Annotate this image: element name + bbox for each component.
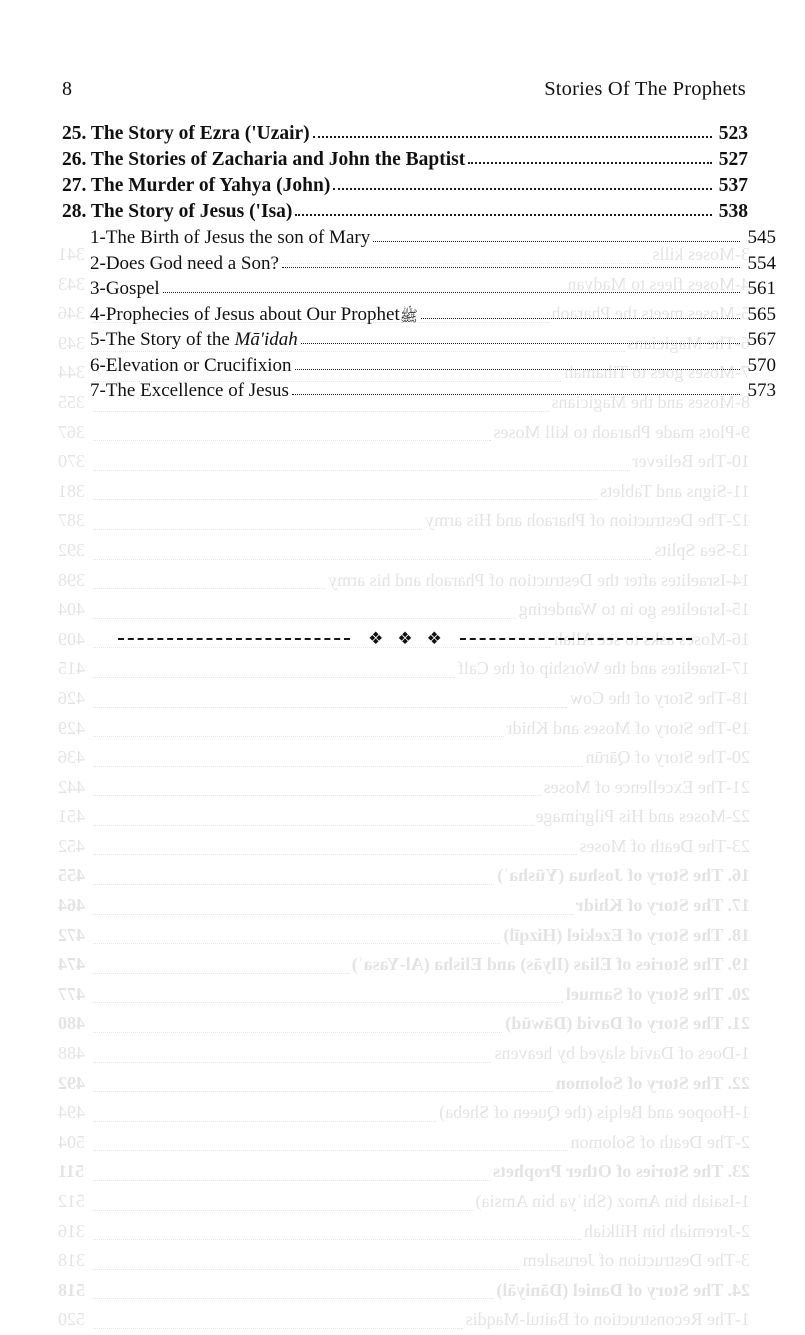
bleed-through-page-number: 455 xyxy=(58,865,85,886)
bleed-through-page-number: 415 xyxy=(58,658,85,679)
bleed-through-label: 15-Israelites go in to Wandering xyxy=(518,599,750,620)
toc-entry[interactable] xyxy=(62,228,776,247)
bleed-through-leader xyxy=(93,736,504,737)
bleed-through-page-number: 474 xyxy=(58,954,85,975)
bleed-through-label: 4-Moses flees to Madyan xyxy=(567,273,750,294)
bleed-through-leader xyxy=(93,884,494,885)
toc-page-number: 561 xyxy=(747,278,776,299)
toc-entry[interactable] xyxy=(62,254,776,273)
bleed-through-line xyxy=(58,418,750,448)
bleed-through-label: 17-Israelites and the Worship of the Calf xyxy=(457,658,750,679)
bleed-through-leader xyxy=(93,1298,493,1299)
bleed-through-label: 19. The Stories of Elias (Ilyās) and Elisha (Al-Yasaʿ) xyxy=(351,954,750,975)
bleed-through-line xyxy=(58,1157,750,1187)
running-title: Stories Of The Prophets xyxy=(544,78,746,100)
bleed-through-page-number: 472 xyxy=(58,924,85,945)
bleed-through-leader xyxy=(93,766,583,767)
bleed-through-line xyxy=(58,861,750,891)
toc-page-number: 538 xyxy=(718,201,748,222)
toc-entry-label: 27. The Murder of Yahya (John) xyxy=(62,175,331,196)
bleed-through-line xyxy=(58,1246,750,1276)
bleed-through-label: 1-Hoopoe and Belqis (the Queen of Sheba) xyxy=(439,1102,750,1123)
toc-page-number: 570 xyxy=(747,354,776,376)
bleed-through-leader xyxy=(93,1091,553,1092)
bleed-through-leader xyxy=(93,618,516,619)
bleed-through-line xyxy=(58,714,750,744)
bleed-through-page-number: 464 xyxy=(58,895,85,916)
bleed-through-label: 9-Plots made Pharaoh to kill Moses xyxy=(493,421,750,442)
bleed-through-leader xyxy=(93,1239,581,1240)
bleed-through-line xyxy=(58,921,750,951)
toc-page-number: 565 xyxy=(747,303,776,325)
bleed-through-leader xyxy=(93,588,325,589)
bleed-through-leader xyxy=(93,1328,463,1329)
toc-entry[interactable] xyxy=(62,381,776,400)
bleed-through-label: 3-The Destruction of Jerusalem xyxy=(522,1250,750,1271)
bleed-through-line xyxy=(58,506,750,536)
bleed-through-page-number: 343 xyxy=(58,273,85,294)
bleed-through-page-number: 442 xyxy=(58,776,85,797)
bleed-through-line xyxy=(58,980,750,1010)
toc-entry-label: 28. The Story of Jesus ('Isa) xyxy=(62,201,293,222)
toc-dot-leader xyxy=(282,267,740,268)
bleed-through-page-number: 477 xyxy=(58,983,85,1004)
salla-allahu-alayhi-wasallam-icon: ﷺ xyxy=(399,308,418,325)
bleed-through-page-number: 355 xyxy=(58,391,85,412)
toc-entry[interactable] xyxy=(62,305,776,324)
bleed-through-page-number: 346 xyxy=(58,303,85,324)
bleed-through-leader xyxy=(93,1150,568,1151)
bleed-through-label: 18. The Story of Ezekiel (Hizqīl) xyxy=(503,924,750,945)
bleed-through-label: 16. The Story of Joshua (Yūshaʿ) xyxy=(497,865,750,886)
bleed-through-line xyxy=(58,1305,750,1335)
bleed-through-line xyxy=(58,832,750,862)
bleed-through-label: 22. The Story of Solomon xyxy=(555,1072,750,1093)
toc-page-number: 527 xyxy=(718,149,748,170)
bleed-through-leader xyxy=(93,854,577,855)
page-header xyxy=(62,78,746,101)
toc-page-number: 567 xyxy=(747,329,776,350)
bleed-through-line xyxy=(58,1128,750,1158)
bleed-through-page-number: 341 xyxy=(58,244,85,264)
toc-entry[interactable] xyxy=(62,330,776,349)
bleed-through-line xyxy=(58,566,750,596)
bleed-through-label: 19-The Story of Moses and Khidr xyxy=(506,717,750,738)
bleed-through-label: 6-The Magicians xyxy=(627,332,750,353)
bleed-through-label: 23-The Death of Moses xyxy=(579,835,750,856)
bleed-through-leader xyxy=(93,973,349,974)
bleed-through-page-number: 488 xyxy=(58,1043,85,1064)
bleed-through-label: 12-The Destruction of Pharaoh and His army xyxy=(425,510,750,531)
ornament-divider xyxy=(62,630,748,647)
folio-number: 8 xyxy=(62,78,73,100)
bleed-through-page-number: 344 xyxy=(58,362,85,383)
bleed-through-page-number: 404 xyxy=(58,599,85,620)
toc-entry[interactable] xyxy=(62,279,776,298)
bleed-through-label: 20-The Story of Qārūn xyxy=(585,747,750,768)
bleed-through-label: 14-Israelites after the Destruction of Pharaoh and his army xyxy=(328,569,750,590)
bleed-through-label: 1-Isaiah bin Amoz (Shiʿya bin Amsia) xyxy=(475,1191,750,1211)
bleed-through-line xyxy=(58,536,750,566)
divider-rule-right xyxy=(460,638,692,640)
bleed-through-label: 7-Moses goes to Tihamah xyxy=(564,362,750,383)
toc-page-number: 523 xyxy=(718,123,748,144)
toc-dot-leader xyxy=(295,214,712,216)
bleed-through-label: 18-The Story of the Cow xyxy=(570,687,750,708)
bleed-through-label: 20. The Story of Samuel xyxy=(565,983,750,1004)
bleed-through-page-number: 518 xyxy=(58,1279,85,1300)
bleed-through-line xyxy=(58,1098,750,1128)
bleed-through-label: 2-The Death of Solomon xyxy=(570,1131,750,1152)
toc-page-number: 537 xyxy=(718,175,748,196)
diamond-ornament-icon xyxy=(350,630,460,647)
bleed-through-leader xyxy=(93,707,567,708)
toc-entry-label: 5-The Story of the Mā'idah xyxy=(90,329,298,350)
bleed-through-leader xyxy=(93,1121,436,1122)
bleed-through-label: 11-Signs and Tablets xyxy=(600,480,750,501)
bleed-through-line xyxy=(58,773,750,803)
bleed-through-page-number: 370 xyxy=(58,451,85,472)
bleed-through-page-number: 452 xyxy=(58,835,85,856)
bleed-through-page-number: 318 xyxy=(58,1250,85,1271)
bleed-through-page-number: 367 xyxy=(58,421,85,442)
toc-dot-leader xyxy=(313,136,712,138)
bleed-through-leader xyxy=(93,559,651,560)
bleed-through-label: 1-Does of David slayed by heavens xyxy=(494,1043,750,1064)
bleed-through-label: 13-Sea Splits xyxy=(654,539,750,560)
bleed-through-page-number: 387 xyxy=(58,510,85,531)
toc-entry-title-italic: Mā'idah xyxy=(234,329,298,350)
bleed-through-label: 8-Moses and the Magicians xyxy=(551,391,750,412)
bleed-through-label: 17. The Story of Khidr xyxy=(575,895,750,916)
bleed-through-page-number: 512 xyxy=(58,1191,85,1211)
divider-rule-left xyxy=(118,638,350,640)
toc-entry-label: 7-The Excellence of Jesus xyxy=(90,380,289,401)
bleed-through-page-number: 392 xyxy=(58,539,85,560)
bleed-through-page-number: 480 xyxy=(58,1013,85,1034)
diamond-icon: ❖ xyxy=(426,629,442,648)
bleed-through-label: 3-Moses kills xyxy=(652,244,750,264)
toc-entry-label: 3-Gospel xyxy=(90,278,160,299)
bleed-through-leader xyxy=(93,943,500,944)
toc-dot-leader xyxy=(468,162,712,164)
bleed-through-page-number: 429 xyxy=(58,717,85,738)
diamond-icon: ❖ xyxy=(397,629,413,648)
bleed-through-leader xyxy=(93,914,573,915)
toc-entry-label: 25. The Story of Ezra ('Uzair) xyxy=(62,123,310,144)
bleed-through-line xyxy=(58,802,750,832)
bleed-through-line xyxy=(58,447,750,477)
diamond-icon: ❖ xyxy=(368,629,384,648)
toc-entry-label: 4-Prophecies of Jesus about Our Prophetﷺ xyxy=(90,303,418,325)
bleed-through-label: 10-The Believer xyxy=(632,451,750,472)
bleed-through-line xyxy=(58,595,750,625)
bleed-through-page-number: 492 xyxy=(58,1072,85,1093)
bleed-through-label: 1-The Reconstruction of Baitul-Maqdis xyxy=(465,1309,750,1330)
bleed-through-label: 22-Moses and His Pilgrimage xyxy=(535,806,750,827)
bleed-through-leader xyxy=(93,1269,520,1270)
bleed-through-page-number: 398 xyxy=(58,569,85,590)
bleed-through-line xyxy=(58,1009,750,1039)
bleed-through-leader xyxy=(93,677,455,678)
bleed-through-page-number: 316 xyxy=(58,1220,85,1241)
bleed-through-label: 23. The Stories of Other Prophets xyxy=(493,1161,750,1182)
bleed-through-leader xyxy=(93,1210,473,1211)
toc-dot-leader xyxy=(333,188,712,190)
bleed-through-leader xyxy=(93,825,533,826)
bleed-through-leader xyxy=(93,529,422,530)
bleed-through-line xyxy=(58,743,750,773)
bleed-through-page-number: 494 xyxy=(58,1102,85,1123)
bleed-through-label: 5-Moses meets the Pharaoh xyxy=(551,303,750,324)
bleed-through-line xyxy=(58,1276,750,1306)
bleed-through-leader xyxy=(93,795,541,796)
toc-entry-label: 2-Does God need a Son? xyxy=(90,252,279,274)
bleed-through-page-number: 409 xyxy=(58,628,85,649)
bleed-through-line xyxy=(58,654,750,684)
bleed-through-page-number: 436 xyxy=(58,747,85,768)
toc-entry[interactable] xyxy=(62,202,748,222)
toc-dot-leader xyxy=(301,343,740,344)
bleed-through-label: 21-The Excellence of Moses xyxy=(543,776,750,797)
toc-page-number: 554 xyxy=(747,252,776,274)
bleed-through-leader xyxy=(93,1180,490,1181)
bleed-through-leader xyxy=(93,499,597,500)
toc-entry[interactable] xyxy=(62,150,748,170)
bleed-through-line xyxy=(58,891,750,921)
toc-dot-leader xyxy=(421,318,740,319)
bleed-through-line xyxy=(58,1217,750,1247)
bleed-through-leader xyxy=(93,470,630,471)
bleed-through-label: 24. The Story of Daniel (Dāniyāl) xyxy=(496,1279,750,1300)
bleed-through-leader xyxy=(93,440,491,441)
toc-dot-leader xyxy=(163,292,740,293)
toc-entry[interactable] xyxy=(62,176,748,196)
bleed-through-page-number: 381 xyxy=(58,480,85,501)
bleed-through-line xyxy=(58,950,750,980)
bleed-through-line xyxy=(58,1187,750,1217)
table-of-contents xyxy=(62,123,776,407)
toc-dot-leader xyxy=(295,369,740,370)
bleed-through-leader xyxy=(93,1002,563,1003)
bleed-through-line xyxy=(58,477,750,507)
bleed-through-leader xyxy=(93,411,549,412)
bleed-through-leader xyxy=(93,647,551,648)
bleed-through-leader xyxy=(93,1062,492,1063)
toc-page-number: 545 xyxy=(747,227,776,248)
bleed-through-page-number: 520 xyxy=(58,1309,85,1330)
bleed-through-page-number: 511 xyxy=(58,1161,85,1182)
bleed-through-label: 2-Jeremiah bin Hilkiah xyxy=(584,1220,750,1241)
bleed-through-line xyxy=(58,1069,750,1099)
bleed-through-page-number: 349 xyxy=(58,332,85,353)
toc-entry-label: 6-Elevation or Crucifixion xyxy=(90,354,292,376)
toc-dot-leader xyxy=(292,394,740,395)
bleed-through-label: 21. The Story of David (Dāwūd) xyxy=(505,1013,750,1034)
bleed-through-page-number: 451 xyxy=(58,806,85,827)
toc-entry-label: 26. The Stories of Zacharia and John the Baptist xyxy=(62,149,466,170)
bleed-through-page-number: 504 xyxy=(58,1131,85,1152)
toc-entry[interactable] xyxy=(62,356,776,375)
bleed-through-line xyxy=(58,684,750,714)
toc-dot-leader xyxy=(373,241,740,242)
bleed-through-leader xyxy=(93,1032,502,1033)
bleed-through-label: 16-Moses asks to see Allah xyxy=(554,628,750,649)
toc-entry[interactable] xyxy=(62,124,748,144)
bleed-through-page-number: 426 xyxy=(58,687,85,708)
bleed-through-line xyxy=(58,1039,750,1069)
toc-page-number: 573 xyxy=(747,380,776,401)
toc-entry-label: 1-The Birth of Jesus the son of Mary xyxy=(90,227,371,248)
